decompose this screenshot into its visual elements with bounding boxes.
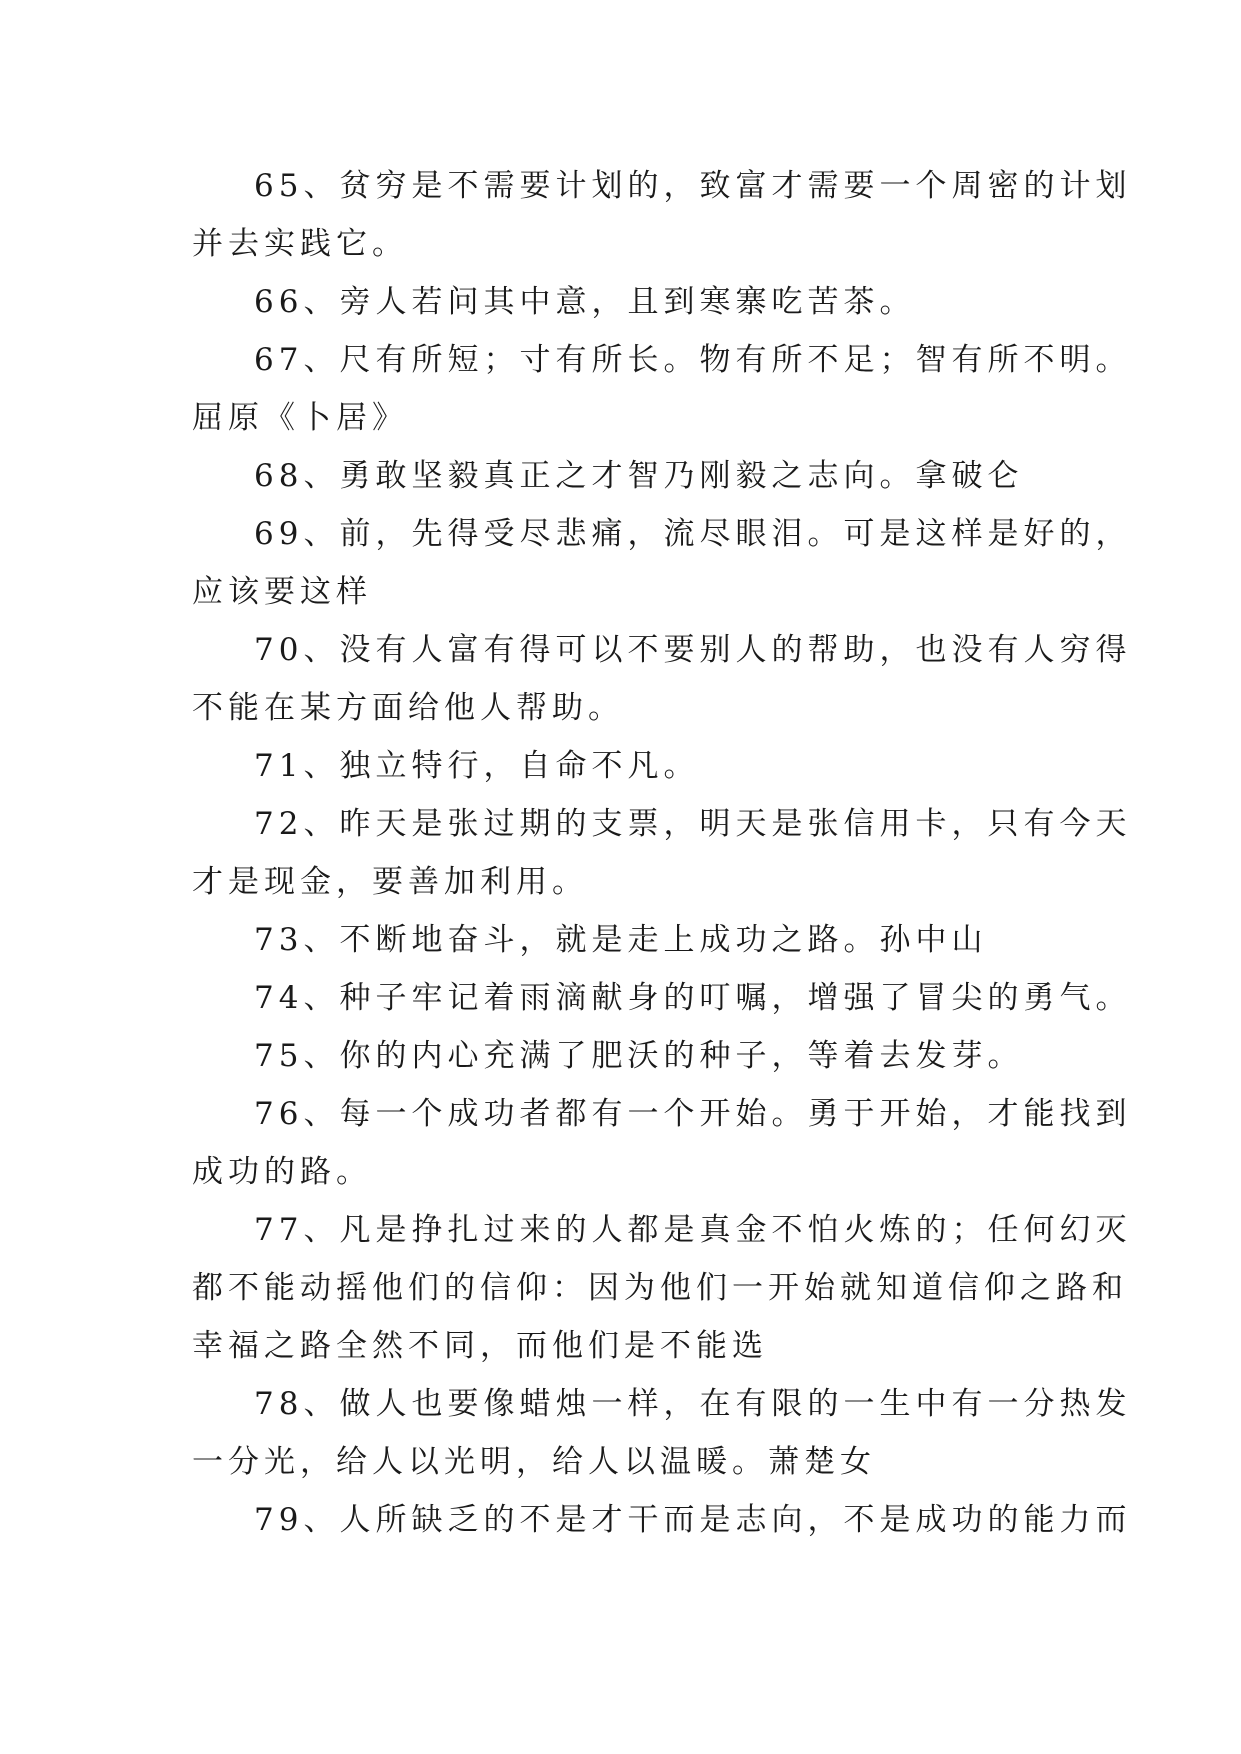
- text-line: 并去实践它。: [192, 226, 408, 262]
- text-line: 77、凡是挣扎过来的人都是真金不怕火炼的；任何幻灭: [254, 1212, 1132, 1248]
- text-line: 65、贫穷是不需要计划的，致富才需要一个周密的计划: [254, 168, 1132, 204]
- quote-paragraph: [192, 1085, 1132, 1201]
- quote-paragraph: [192, 795, 1132, 911]
- text-line: 73、不断地奋斗，就是走上成功之路。孙中山: [254, 922, 988, 958]
- text-line: 74、种子牢记着雨滴献身的叮嘱，增强了冒尖的勇气。: [254, 980, 1132, 1016]
- quote-paragraph: [192, 157, 1132, 273]
- quote-paragraph: [192, 969, 1132, 1027]
- text-line: 68、勇敢坚毅真正之才智乃刚毅之志向。拿破仑: [254, 458, 1024, 494]
- quote-paragraph: [192, 911, 1082, 969]
- text-line: 71、独立特行，自命不凡。: [254, 748, 700, 784]
- text-line: 72、昨天是张过期的支票，明天是张信用卡，只有今天: [254, 806, 1132, 842]
- text-line: 都不能动摇他们的信仰：因为他们一开始就知道信仰之路和: [192, 1270, 1128, 1306]
- text-line: 78、做人也要像蜡烛一样，在有限的一生中有一分热发: [254, 1386, 1132, 1422]
- text-line: 应该要这样: [192, 574, 372, 610]
- quote-paragraph: [192, 1491, 1132, 1549]
- text-line: 79、人所缺乏的不是才干而是志向，不是成功的能力而: [254, 1502, 1132, 1538]
- text-line: 69、前，先得受尽悲痛，流尽眼泪。可是这样是好的，: [254, 516, 1132, 552]
- text-line: 才是现金，要善加利用。: [192, 864, 588, 900]
- quote-paragraph: [192, 273, 1082, 331]
- text-line: 屈原《卜居》: [192, 400, 408, 436]
- text-line: 67、尺有所短；寸有所长。物有所不足；智有所不明。: [254, 342, 1132, 378]
- quote-paragraph: [192, 1027, 1082, 1085]
- text-line: 66、旁人若问其中意，且到寒寨吃苦茶。: [254, 284, 916, 320]
- quote-paragraph: [192, 1201, 1132, 1375]
- quote-paragraph: [192, 505, 1132, 621]
- quote-paragraph: [192, 737, 1082, 795]
- text-line: 幸福之路全然不同，而他们是不能选: [192, 1328, 768, 1364]
- quote-paragraph: [192, 621, 1132, 737]
- text-line: 一分光，给人以光明，给人以温暖。萧楚女: [192, 1444, 876, 1480]
- quote-paragraph: [192, 1375, 1132, 1491]
- text-line: 成功的路。: [192, 1154, 372, 1190]
- text-line: 不能在某方面给他人帮助。: [192, 690, 624, 726]
- text-line: 70、没有人富有得可以不要别人的帮助，也没有人穷得: [254, 632, 1132, 668]
- text-line: 75、你的内心充满了肥沃的种子，等着去发芽。: [254, 1038, 1024, 1074]
- quote-paragraph: [192, 331, 1132, 447]
- document-body: [192, 157, 1132, 1549]
- quote-paragraph: [192, 447, 1082, 505]
- text-line: 76、每一个成功者都有一个开始。勇于开始，才能找到: [254, 1096, 1132, 1132]
